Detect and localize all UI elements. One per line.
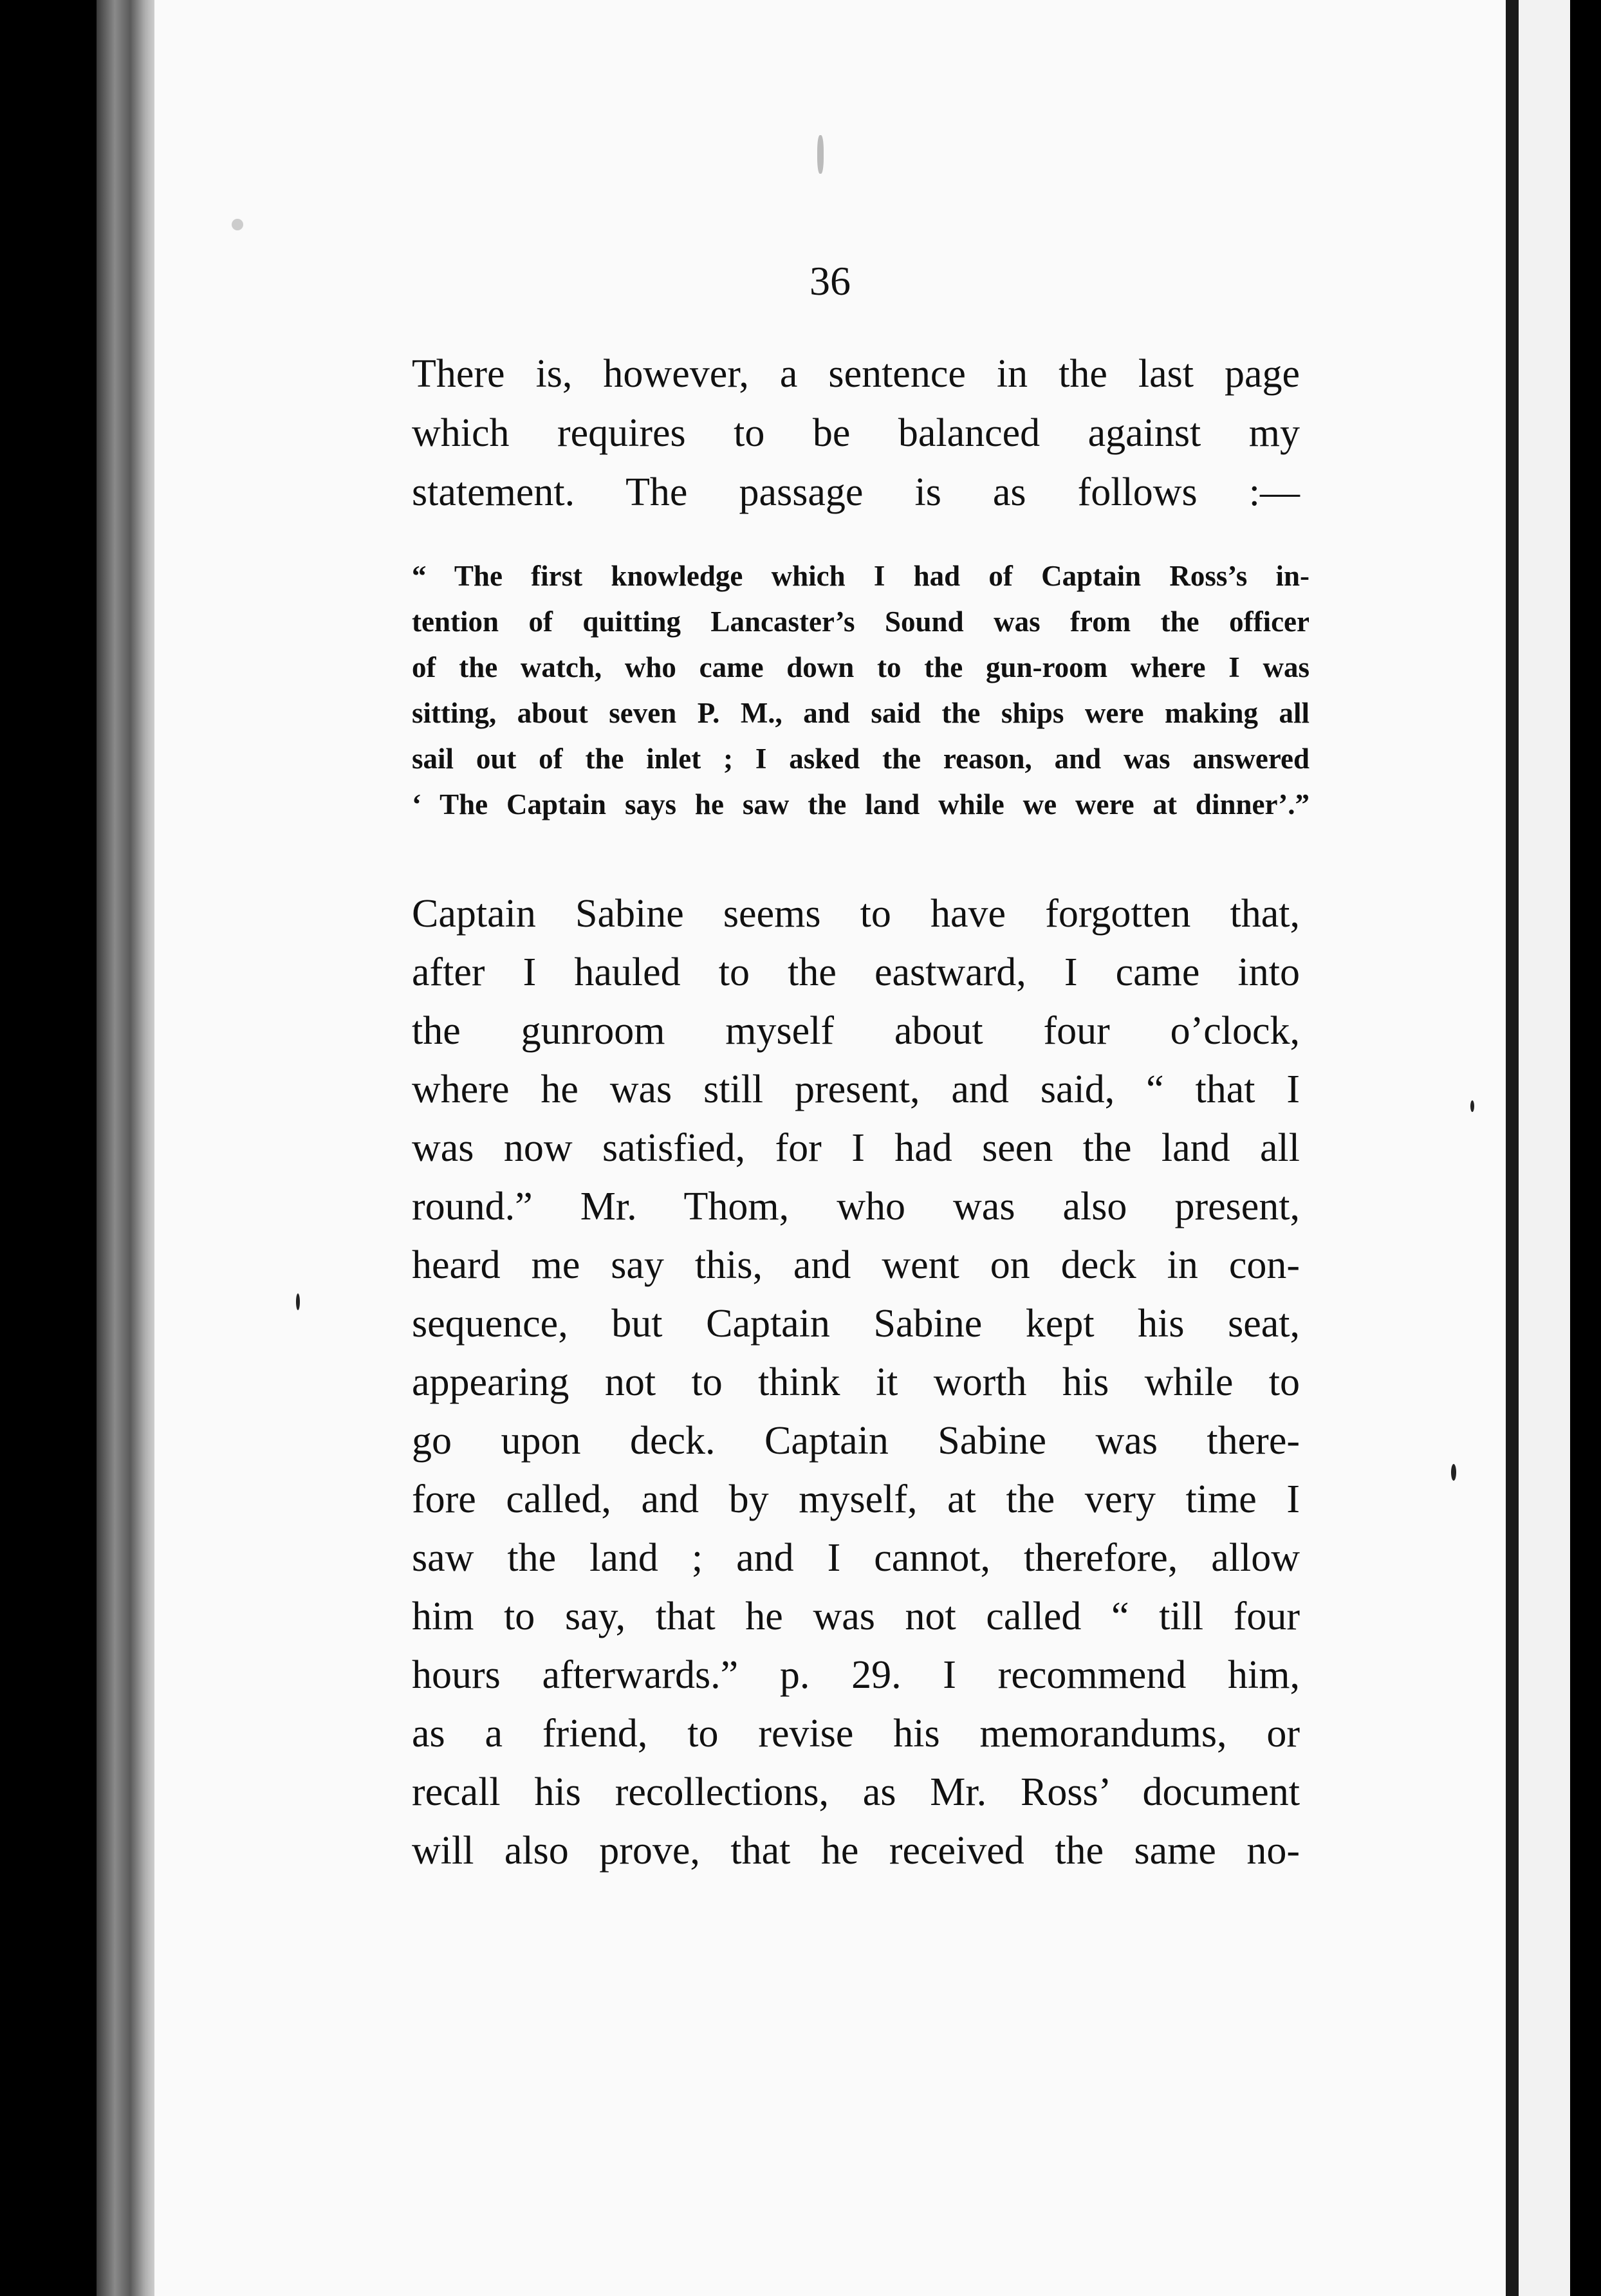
paragraph-reply <box>412 885 1300 1880</box>
text-line: go upon deck. Captain Sabine was there- <box>412 1419 1300 1463</box>
paragraph-intro <box>412 344 1300 522</box>
page-number: 36 <box>810 258 851 304</box>
text-line: him to say, that he was not called “ till four <box>412 1595 1300 1638</box>
text-line: as a friend, to revise his memorandums, or <box>412 1712 1300 1755</box>
quote-line: tention of quitting Lancaster’s Sound was from the officer <box>412 606 1309 638</box>
book-spine-gutter <box>97 0 158 2296</box>
text-line: the gunroom myself about four o’clock, <box>412 1009 1300 1053</box>
text-line: recall his recollections, as Mr. Ross’ document <box>412 1770 1300 1814</box>
ink-speck <box>817 135 824 174</box>
quote-line: of the watch, who came down to the gun-room where I was <box>412 651 1309 683</box>
ink-speck <box>1451 1464 1456 1481</box>
ink-speck <box>1470 1100 1474 1112</box>
text-line: after I hauled to the eastward, I came into <box>412 950 1300 994</box>
text-line: appearing not to think it worth his while to <box>412 1360 1300 1404</box>
ink-speck <box>296 1293 300 1310</box>
quote-line: sail out of the inlet ; I asked the reason, and was answered <box>412 743 1309 775</box>
text-line: There is, however, a sentence in the last page <box>412 352 1300 396</box>
ink-speck <box>232 219 243 230</box>
text-line: was now satisfied, for I had seen the land all <box>412 1126 1300 1170</box>
text-line: saw the land ; and I cannot, therefore, allow <box>412 1536 1300 1580</box>
text-line: fore called, and by myself, at the very time I <box>412 1477 1300 1521</box>
text-line: statement. The passage is as follows :— <box>412 470 1300 514</box>
text-line: which requires to be balanced against my <box>412 411 1300 455</box>
text-line: where he was still present, and said, “ that I <box>412 1068 1300 1111</box>
text-line: hours afterwards.” p. 29. I recommend him, <box>412 1653 1300 1697</box>
text-line: will also prove, that he received the same no- <box>412 1829 1300 1873</box>
text-line: Captain Sabine seems to have forgotten that, <box>412 892 1300 936</box>
quote-line: ‘ The Captain says he saw the land while we were at dinner’.” <box>412 788 1309 820</box>
text-line: sequence, but Captain Sabine kept his seat, <box>412 1302 1300 1346</box>
quote-line: sitting, about seven P. M., and said the ships were making all <box>412 697 1309 729</box>
block-quote <box>412 553 1309 828</box>
text-line: heard me say this, and went on deck in con- <box>412 1243 1300 1287</box>
page-edge-shadow <box>1506 0 1519 2296</box>
facing-page-shadow <box>1570 0 1601 2296</box>
quote-line: “ The first knowledge which I had of Captain Ross’s in- <box>412 560 1309 592</box>
text-line: round.” Mr. Thom, who was also present, <box>412 1185 1300 1228</box>
